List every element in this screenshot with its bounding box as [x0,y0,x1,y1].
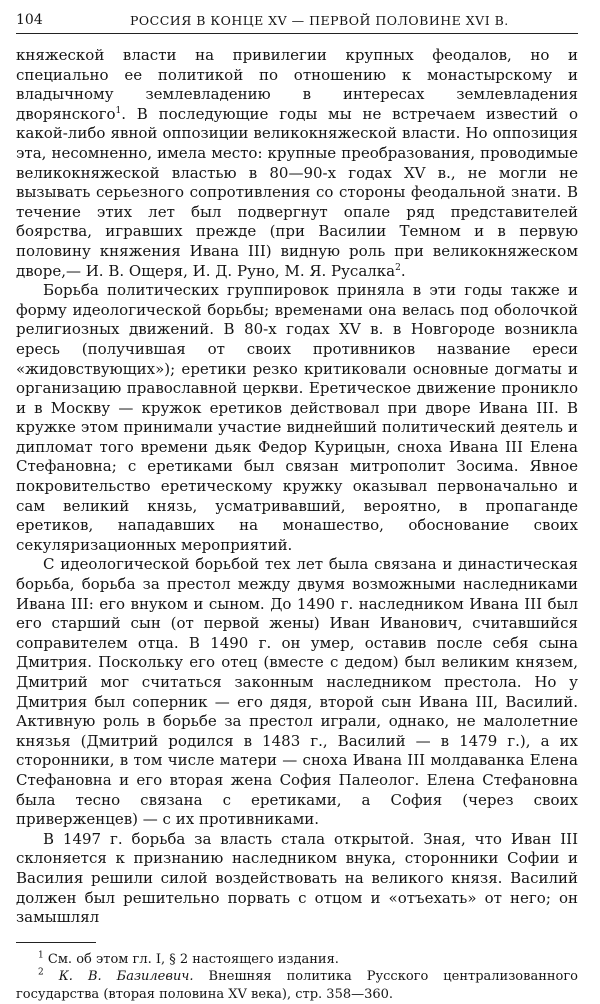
footnote [16,951,578,969]
footnotes [16,951,578,1004]
footnote-divider [16,942,96,943]
footnote-ref[interactable]: 2 [395,262,401,273]
paragraph [16,46,578,281]
paragraph: В 1497 г. борьба за власть стала открытой. Зная, что Иван III склоняется к признанию наследником внука, сторонники Софии и Василия решили силой воздействовать на великого князя. Василий должен был решительно порвать с отцом и «отъехать» от него; он замышлял [16,829,578,927]
footnote-ref[interactable]: 1 [115,105,122,116]
running-title: РОССИЯ В КОНЦЕ XV — ПЕРВОЙ ПОЛОВИНЕ XVI В. [130,13,509,28]
footnote [16,968,578,1003]
main-text [16,46,578,928]
footnote-number: 1 [38,950,44,961]
paragraph-text: княжеской власти на привилегии крупных феодалов, но и специально ее политикой по отношению к монастырскому и владычному землевладению в интересах землевладения дворянского [16,46,578,123]
page-header [16,6,578,34]
footnote-text: См. об этом гл. I, § 2 настоящего издания. [47,951,339,967]
paragraph-text: . В последующие годы мы не встречаем известий о какой-либо явной оппозиции великокняжеской власти. Но оппозиция эта, несомненно, имела место: крупные преобразования, проводимые великокняжеской властью в 80—90-х годах XV в., не могли не вызывать серьезного сопротивления со стороны феодальной знати. В течение этих лет был подвергнут опале ряд представителей боярства, игравших прежде (при Василии Темном и в первую половину княжения Ивана III) видную роль при великокняжеском дворе,— И. В. Ощеря, И. Д. Руно, М. Я. Русалка [16,104,578,280]
paragraph-text: . [400,261,406,280]
footnote-author: К. В. Базилевич. [58,969,194,985]
page-number: 104 [16,12,43,28]
book-page [16,6,578,1002]
footnote-number: 2 [38,967,44,978]
footnote-text: Внешняя политика Русского централизованного государства (вторая половина XV века), стр. 358—360. [16,969,578,1002]
paragraph: Борьба политических группировок приняла в эти годы также и форму идеологической борьбы; временами она велась под оболочкой религиозных движений. В 80-х годах XV в. в Новгороде возникла ересь (получившая от своих противников название ереси «жидовствующих»); еретики резко критиковали основные догматы и организацию православной церкви. Еретическое движение проникло и в Москву — кружок еретиков действовал при дворе Ивана III. В кружке этом принимали участие виднейший политический деятель и дипломат того времени дьяк Федор Курицын, сноха Ивана III Елена Стефановна; с еретиками был связан митрополит Зосима. Явное покровительство еретическому кружку оказывал первоначально и сам великий князь, усматривавший, вероятно, в пропаганде еретиков, нападавших на монашество, обоснование своих секуляризационных мероприятий. [16,281,578,554]
paragraph: С идеологической борьбой тех лет была связана и династическая борьба, борьба за престол между двумя возможными наследниками Ивана III: его внуком и сыном. До 1490 г. наследником Ивана III был его старший сын (от первой жены) Иван Иванович, считавшийся соправителем отца. В 1490 г. он умер, оставив после себя сына Дмитрия. Поскольку его отец (вместе с дедом) был великим князем, Дмитрий мог считаться законным наследником престола. Но у Дмитрия был соперник — его дядя, второй сын Ивана III, Василий. Активную роль в борьбе за престол играли, однако, не малолетние князья (Дмитрий родился в 1483 г., Василий — в 1479 г.), а их сторонники, в том числе матери — сноха Ивана III молдаванка Елена Стефановна и его вторая жена София Палеолог. Елена Стефановна была тесно связана с еретиками, а София (через своих приверженцев) — с их противниками. [16,555,578,829]
